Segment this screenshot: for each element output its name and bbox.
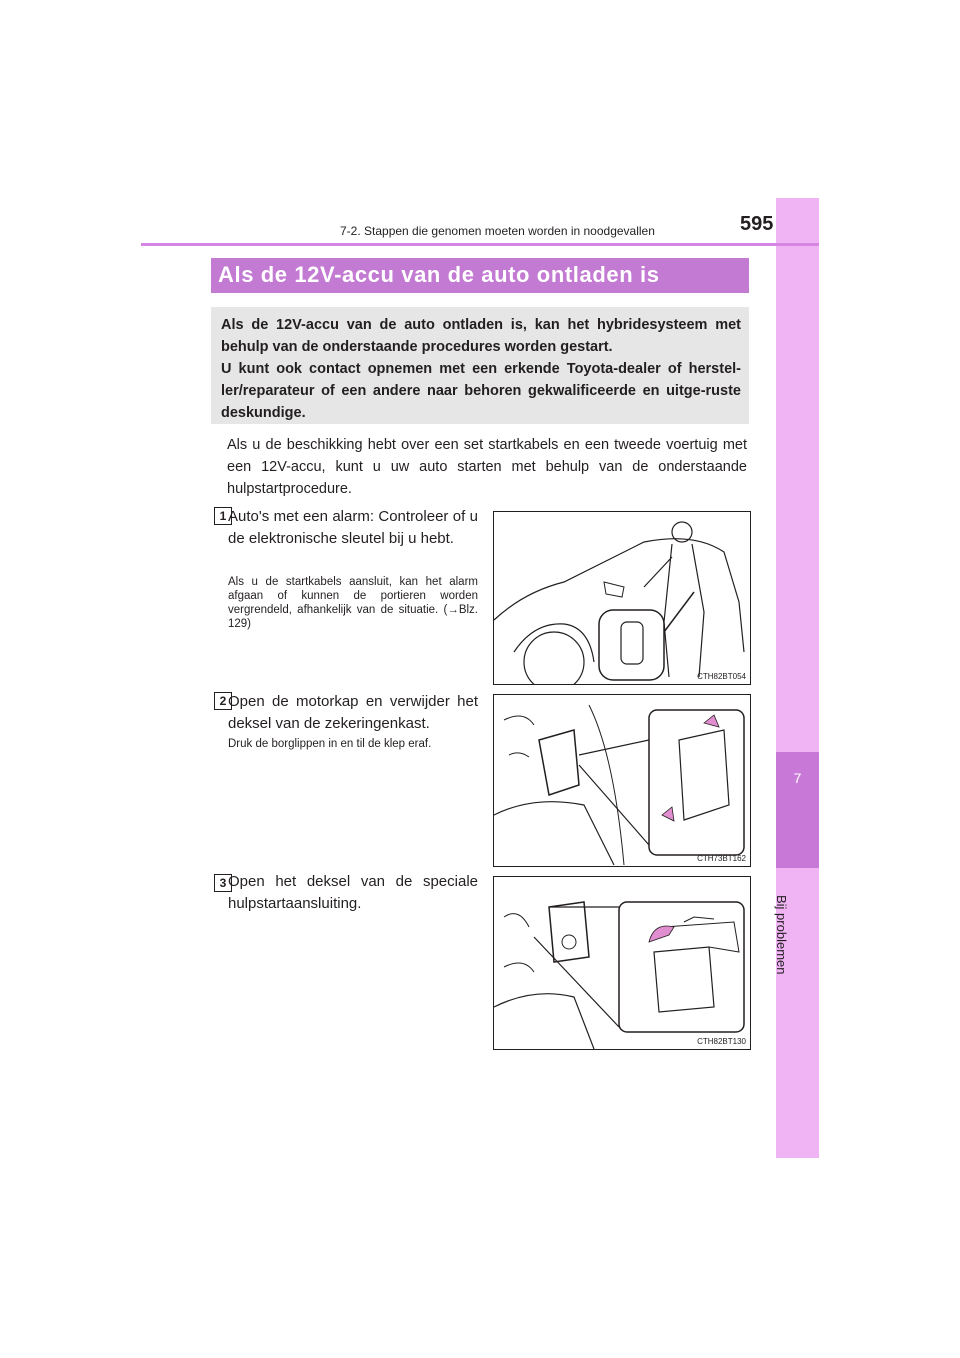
page-title: Als de 12V-accu van de auto ontladen is [218,262,660,287]
figure-fuse-box [493,694,751,867]
jump-terminal-illustration [494,877,750,1049]
figure-key-check [493,511,751,685]
fuse-box-illustration [494,695,750,866]
step-note-1: Als u de startkabels aansluit, kan het alarm afgaan of kunnen de portieren worden vergrendeld, afhankelijk van de situatie. (→Blz. 129) [228,576,478,630]
intro-line-1: Als de 12V-accu van de auto ontladen is, kan het hybridesysteem met behulp van de onderstaande procedures worden gestart. [221,317,741,355]
header-rule [141,243,819,246]
step-note-2: Druk de borglippen in en til de klep eraf. [228,738,432,750]
section-heading: 7-2. Stappen die genomen moeten worden in noodgevallen [340,224,655,238]
chapter-number: 7 [793,770,802,786]
figure-code-2: CTH73BT162 [697,854,746,863]
step-text-2: Open de motorkap en verwijder het deksel van de zekeringenkast. [228,693,478,732]
chapter-sidebar [776,198,819,1158]
figure-code-1: CTH82BT054 [697,672,746,681]
intro-text [221,314,741,424]
step-number-3: 3 [214,874,232,892]
figure-jump-terminal [493,876,751,1050]
step-number-1: 1 [214,507,232,525]
page-number: 595 [740,213,774,235]
intro-line-2: U kunt ook contact opnemen met een erkende Toyota-dealer of herstel-ler/reparateur of een andere naar behoren gekwalificeerde en uitge-ruste deskundige. [221,361,741,421]
car-key-illustration [494,512,750,684]
body-paragraph: Als u de beschikking hebt over een set startkabels en een tweede voertuig met een 12V-accu, kunt u uw auto starten met behulp van de onderstaande hulpstartprocedure. [227,437,747,497]
chapter-title: Bij problemen [774,895,789,975]
step-text-1: Auto's met een alarm: Controleer of u de elektronische sleutel bij u hebt. [228,508,478,547]
step-number-2: 2 [214,692,232,710]
figure-code-3: CTH82BT130 [697,1037,746,1046]
step-text-3: Open het deksel van de speciale hulpstartaansluiting. [228,873,478,912]
